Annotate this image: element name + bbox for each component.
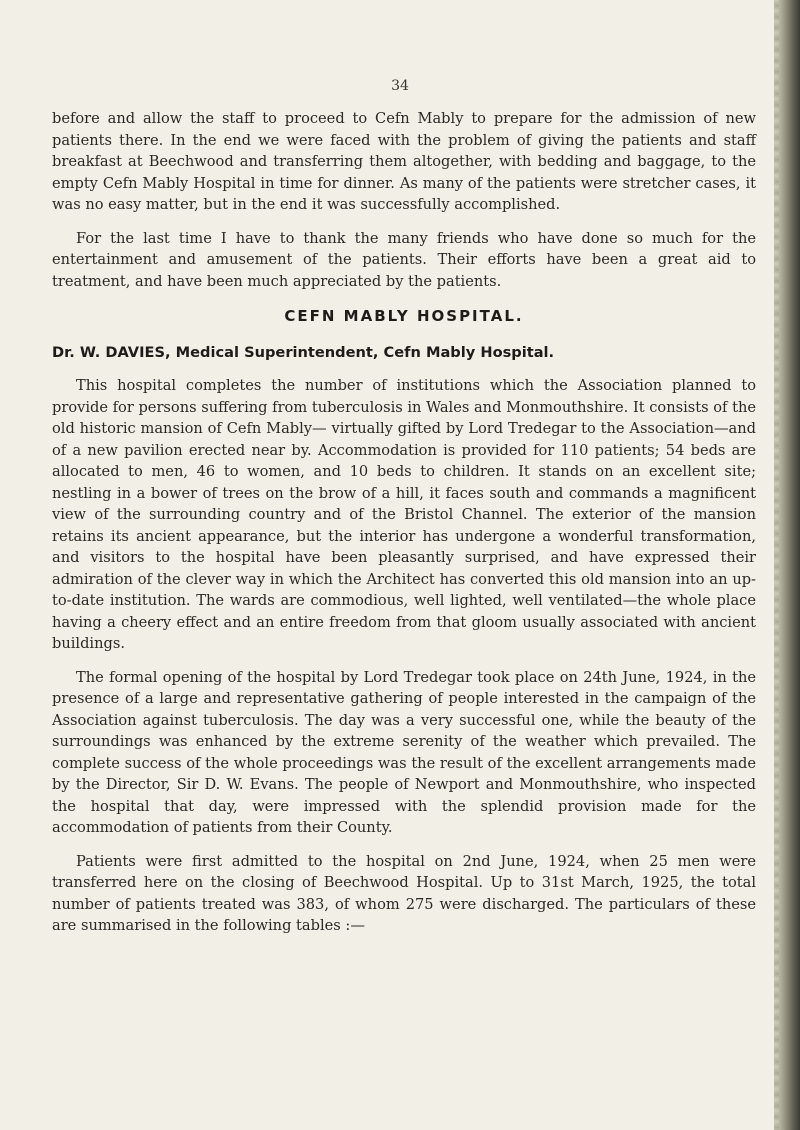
section-heading: CEFN MABLY HOSPITAL.	[284, 307, 524, 325]
page-body	[52, 108, 756, 949]
paragraph-hospital-description: This hospital completes the number of institutions which the Association planned to provide for persons suffering from tuberculosis in Wales and Monmouthshire. It consists of the old historic mansion of Cefn Mably— virtually gifted by Lord Tredegar to the Association—and of a new pavilion erected near by. Accommodation is provided for 110 patients; 54 beds are allocated to men, 46 to women, and 10 beds to children. It stands on an excellent site; nestling in a bower of trees on the brow of a hill, it faces south and commands a magnificent view of the surrounding country and of the Bristol Channel. The exterior of the mansion retains its ancient appearance, but the interior has undergone a wonderful transformation, and visitors to the hospital have been pleasantly surprised, and have expressed their admiration of the clever way in which the Architect has converted this old mansion into an up-to-date institution. The wards are commodious, well lighted, well ventilated—the whole place having a cheery effect and an entire freedom from that gloom usually associated with ancient buildings.	[52, 377, 756, 652]
paragraph-admissions: Patients were first admitted to the hospital on 2nd June, 1924, when 25 men were transferred here on the closing of Beechwood Hospital. Up to 31st March, 1925, the total number of patients treated was 383, of whom 275 were discharged. The particulars of these are summarised in the following tables :—	[52, 852, 756, 934]
superintendent-line: Dr. W. DAVIES, Medical Superintendent, Cefn Mably Hospital.	[52, 343, 555, 361]
page-number: 34	[391, 78, 409, 94]
paragraph-transfer: before and allow the staff to proceed to Cefn Mably to prepare for the admission of new patients there. In the end we were faced with the problem of giving the patients and staff breakfast at Beechwood and transferring them altogether, with bedding and baggage, to the empty Cefn Mably Hospital in time for dinner. As many of the patients were stretcher cases, it was no easy matter, but in the end it was successfully accomplished.	[52, 110, 756, 213]
paragraph-formal-opening: The formal opening of the hospital by Lord Tredegar took place on 24th June, 1924, in the presence of a large and representative gathering of people interested in the campaign of the Association against tuberculosis. The day was a very successful one, while the beauty of the surroundings was enhanced by the extreme serenity of the weather which prevailed. The complete success of the whole proceedings was the result of the excellent arrangements made by the Director, Sir D. W. Evans. The people of Newport and Monmouthshire, who inspected the hospital that day, were impressed with the splendid provision made for the accommodation of patients from their County.	[52, 668, 756, 836]
scanned-page-edge	[774, 0, 800, 1130]
paragraph-thanks: For the last time I have to thank the many friends who have done so much for the entertainment and amusement of the patients. Their efforts have been a great aid to treatment, and have been much appreciated by the patients.	[52, 229, 756, 290]
